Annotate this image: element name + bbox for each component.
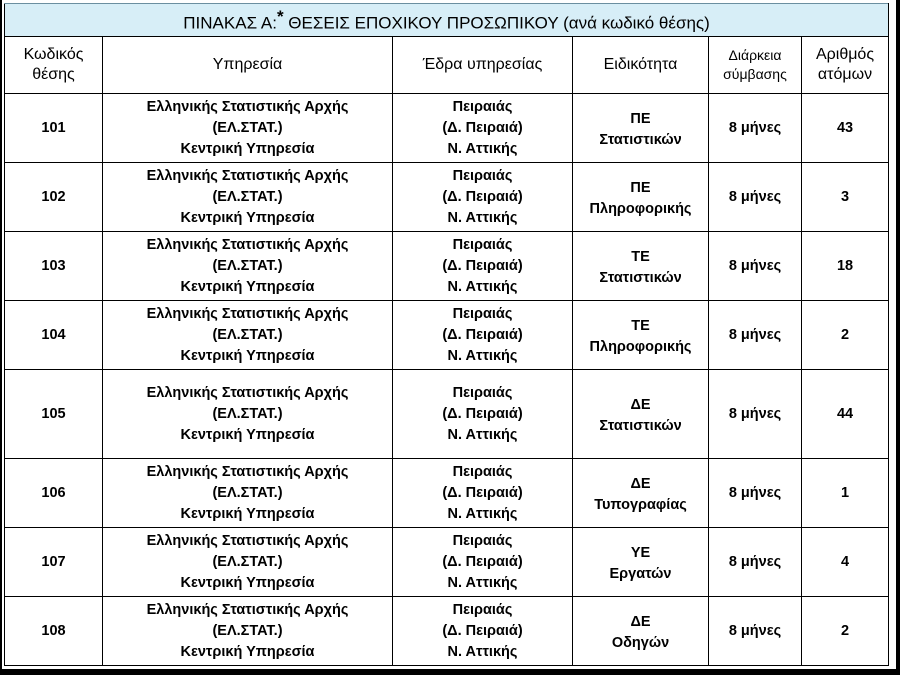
cell-duration: 8 μήνες — [709, 232, 802, 301]
cell-seat — [393, 301, 573, 370]
specialty-level: ΔΕ — [630, 397, 651, 413]
cell-service — [103, 528, 393, 597]
service-line-1: Ελληνικής Στατιστικής Αρχής — [146, 167, 349, 184]
specialty-name: Εργατών — [609, 566, 672, 582]
specialty-level: ΠΕ — [630, 111, 651, 127]
service-line-2: (ΕΛ.ΣΤΑΤ.) — [212, 484, 283, 501]
seat-line-1: Πειραιάς — [452, 384, 513, 401]
specialty-name: Οδηγών — [611, 635, 670, 651]
cell-seat — [393, 459, 573, 528]
title-suffix: (ανά κωδικό θέσης) — [558, 13, 710, 33]
positions-table — [4, 3, 889, 666]
cell-seat — [393, 163, 573, 232]
cell-count: 4 — [802, 528, 889, 597]
table-row — [5, 597, 889, 666]
service-line-3: Κεντρική Υπηρεσία — [180, 347, 315, 364]
service-line-2: (ΕΛ.ΣΤΑΤ.) — [212, 405, 283, 422]
table-row — [5, 163, 889, 232]
specialty-level: ΤΕ — [631, 318, 650, 334]
cell-code: 104 — [5, 301, 103, 370]
table-row — [5, 94, 889, 163]
specialty-level: ΔΕ — [630, 614, 651, 630]
seat-line-2: (Δ. Πειραιά) — [442, 188, 523, 205]
cell-count: 43 — [802, 94, 889, 163]
seat-line-1: Πειραιάς — [452, 98, 513, 115]
specialty-name: Στατιστικών — [599, 132, 682, 148]
cell-service — [103, 301, 393, 370]
specialty-name: Στατιστικών — [599, 270, 682, 286]
cell-count: 3 — [802, 163, 889, 232]
specialty-name: Πληροφορικής — [589, 339, 692, 355]
service-line-2: (ΕΛ.ΣΤΑΤ.) — [212, 119, 283, 136]
right-border — [896, 0, 900, 675]
cell-specialty — [573, 528, 709, 597]
service-line-3: Κεντρική Υπηρεσία — [180, 426, 315, 443]
header-duration: Διάρκεια σύμβασης — [709, 37, 802, 94]
cell-service — [103, 597, 393, 666]
cell-duration: 8 μήνες — [709, 528, 802, 597]
cell-specialty — [573, 94, 709, 163]
cell-count: 18 — [802, 232, 889, 301]
seat-line-1: Πειραιάς — [452, 167, 513, 184]
cell-specialty — [573, 597, 709, 666]
header-seat: Έδρα υπηρεσίας — [393, 37, 573, 94]
cell-service — [103, 163, 393, 232]
seat-line-2: (Δ. Πειραιά) — [442, 484, 523, 501]
seat-line-2: (Δ. Πειραιά) — [442, 553, 523, 570]
service-line-2: (ΕΛ.ΣΤΑΤ.) — [212, 188, 283, 205]
seat-line-3: Ν. Αττικής — [447, 505, 518, 522]
title-asterisk: * — [276, 7, 284, 27]
service-line-3: Κεντρική Υπηρεσία — [180, 209, 315, 226]
table-row — [5, 459, 889, 528]
cell-duration: 8 μήνες — [709, 163, 802, 232]
cell-count: 2 — [802, 597, 889, 666]
cell-specialty — [573, 163, 709, 232]
seat-line-2: (Δ. Πειραιά) — [442, 405, 523, 422]
cell-specialty — [573, 370, 709, 459]
table-title — [5, 4, 889, 37]
service-line-2: (ΕΛ.ΣΤΑΤ.) — [212, 622, 283, 639]
cell-duration: 8 μήνες — [709, 459, 802, 528]
service-line-1: Ελληνικής Στατιστικής Αρχής — [146, 384, 349, 401]
seat-line-3: Ν. Αττικής — [447, 209, 518, 226]
cell-seat — [393, 232, 573, 301]
cell-specialty — [573, 301, 709, 370]
cell-seat — [393, 370, 573, 459]
table-body — [5, 94, 889, 666]
cell-code: 103 — [5, 232, 103, 301]
seat-line-3: Ν. Αττικής — [447, 140, 518, 157]
seat-line-3: Ν. Αττικής — [447, 347, 518, 364]
cell-code: 108 — [5, 597, 103, 666]
cell-seat — [393, 528, 573, 597]
seat-line-2: (Δ. Πειραιά) — [442, 257, 523, 274]
cell-service — [103, 459, 393, 528]
header-specialty: Ειδικότητα — [573, 37, 709, 94]
cell-count: 1 — [802, 459, 889, 528]
table-row — [5, 301, 889, 370]
table-row — [5, 370, 889, 459]
specialty-level: ΔΕ — [630, 476, 651, 492]
cell-service — [103, 370, 393, 459]
bottom-border — [0, 669, 900, 675]
title-prefix: ΠΙΝΑΚΑΣ Α: — [183, 13, 277, 33]
table-title-row — [5, 4, 889, 37]
cell-code: 105 — [5, 370, 103, 459]
service-line-3: Κεντρική Υπηρεσία — [180, 505, 315, 522]
service-line-2: (ΕΛ.ΣΤΑΤ.) — [212, 553, 283, 570]
service-line-2: (ΕΛ.ΣΤΑΤ.) — [212, 326, 283, 343]
service-line-2: (ΕΛ.ΣΤΑΤ.) — [212, 257, 283, 274]
header-count: Αριθμός ατόμων — [802, 37, 889, 94]
cell-service — [103, 232, 393, 301]
cell-duration: 8 μήνες — [709, 370, 802, 459]
table-row — [5, 232, 889, 301]
service-line-1: Ελληνικής Στατιστικής Αρχής — [146, 532, 349, 549]
seat-line-1: Πειραιάς — [452, 305, 513, 322]
seat-line-2: (Δ. Πειραιά) — [442, 119, 523, 136]
seat-line-3: Ν. Αττικής — [447, 574, 518, 591]
service-line-1: Ελληνικής Στατιστικής Αρχής — [146, 98, 349, 115]
cell-code: 101 — [5, 94, 103, 163]
cell-code: 102 — [5, 163, 103, 232]
cell-seat — [393, 597, 573, 666]
title-main: ΘΕΣΕΙΣ ΕΠΟΧΙΚΟΥ ΠΡΟΣΩΠΙΚΟΥ — [283, 13, 559, 33]
cell-count: 44 — [802, 370, 889, 459]
seat-line-3: Ν. Αττικής — [447, 278, 518, 295]
specialty-name: Πληροφορικής — [589, 201, 692, 217]
table-row — [5, 528, 889, 597]
header-service: Υπηρεσία — [103, 37, 393, 94]
service-line-1: Ελληνικής Στατιστικής Αρχής — [146, 601, 349, 618]
service-line-1: Ελληνικής Στατιστικής Αρχής — [146, 236, 349, 253]
service-line-3: Κεντρική Υπηρεσία — [180, 643, 315, 660]
cell-specialty — [573, 232, 709, 301]
seat-line-3: Ν. Αττικής — [447, 426, 518, 443]
cell-duration: 8 μήνες — [709, 597, 802, 666]
cell-specialty — [573, 459, 709, 528]
specialty-level: ΠΕ — [630, 180, 651, 196]
specialty-name: Στατιστικών — [599, 418, 682, 434]
cell-count: 2 — [802, 301, 889, 370]
service-line-3: Κεντρική Υπηρεσία — [180, 278, 315, 295]
seat-line-1: Πειραιάς — [452, 601, 513, 618]
seat-line-1: Πειραιάς — [452, 532, 513, 549]
cell-code: 106 — [5, 459, 103, 528]
service-line-3: Κεντρική Υπηρεσία — [180, 574, 315, 591]
service-line-3: Κεντρική Υπηρεσία — [180, 140, 315, 157]
seat-line-1: Πειραιάς — [452, 463, 513, 480]
service-line-1: Ελληνικής Στατιστικής Αρχής — [146, 463, 349, 480]
specialty-level: ΥΕ — [630, 545, 651, 561]
seat-line-2: (Δ. Πειραιά) — [442, 326, 523, 343]
header-code: Κωδικός θέσης — [5, 37, 103, 94]
seat-line-2: (Δ. Πειραιά) — [442, 622, 523, 639]
cell-seat — [393, 94, 573, 163]
specialty-level: ΤΕ — [631, 249, 650, 265]
seat-line-3: Ν. Αττικής — [447, 643, 518, 660]
cell-duration: 8 μήνες — [709, 94, 802, 163]
cell-service — [103, 94, 393, 163]
cell-code: 107 — [5, 528, 103, 597]
specialty-name: Τυπογραφίας — [594, 497, 687, 513]
header-row — [5, 37, 889, 94]
seat-line-1: Πειραιάς — [452, 236, 513, 253]
service-line-1: Ελληνικής Στατιστικής Αρχής — [146, 305, 349, 322]
cell-duration: 8 μήνες — [709, 301, 802, 370]
